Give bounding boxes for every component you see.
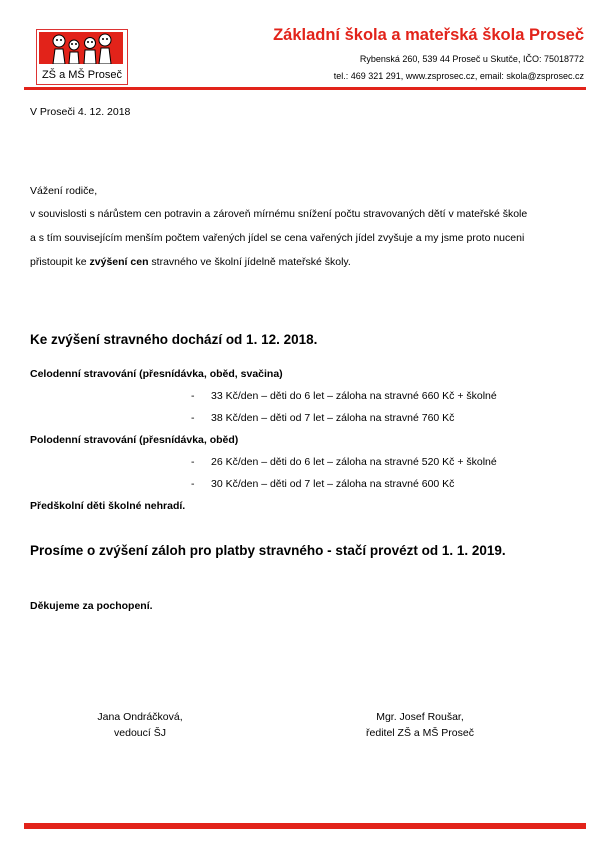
heading-price-increase: Ke zvýšení stravného dochází od 1. 12. 2018. (30, 332, 318, 347)
paragraph-line-3 (30, 256, 351, 268)
school-logo (36, 29, 128, 85)
paragraph-line-3-end: stravného ve školní jídelně mateřské školy. (148, 256, 351, 268)
signature-right-role: ředitel ZŠ a MŠ Proseč (366, 727, 474, 739)
half-day-label: Polodenní stravování (přesnídávka, oběd) (30, 434, 239, 446)
letter-date: V Proseči 4. 12. 2018 (30, 106, 131, 118)
school-name: Základní škola a mateřská škola Proseč (273, 26, 584, 44)
signature-right-name: Mgr. Josef Roušar, (376, 711, 464, 723)
thanks: Děkujeme za pochopení. (30, 600, 153, 612)
price-increase-emphasis: zvýšení cen (89, 256, 149, 268)
list-item: 38 Kč/den – děti od 7 let – záloha na stravné 760 Kč (211, 412, 455, 424)
preschool-note: Předškolní děti školné nehradí. (30, 500, 186, 512)
signature-left-role: vedoucí ŠJ (114, 727, 166, 739)
footer-divider (24, 823, 586, 829)
heading-deposit-request: Prosíme o zvýšení záloh pro platby stravného - stačí provézt od 1. 1. 2019. (30, 543, 506, 558)
list-item: 30 Kč/den – děti od 7 let – záloha na stravné 600 Kč (211, 478, 455, 490)
list-dash: - (191, 478, 195, 490)
paragraph-line-1: v souvislosti s nárůstem cen potravin a zároveň mírnému snížení počtu stravovaných dětí v mateřské škole (30, 208, 528, 220)
children-figures-icon (39, 32, 123, 64)
logo-caption: ZŠ a MŠ Proseč (41, 69, 123, 81)
list-dash: - (191, 456, 195, 468)
list-item: 26 Kč/den – děti do 6 let – záloha na stravné 520 Kč + školné (211, 456, 497, 468)
greeting: Vážení rodiče, (30, 185, 98, 197)
list-dash: - (191, 412, 195, 424)
school-address: Rybenská 260, 539 44 Proseč u Skutče, IČO: 75018772 (359, 54, 584, 64)
header-divider (24, 87, 586, 90)
school-contact: tel.: 469 321 291, www.zsprosec.cz, email: skola@zsprosec.cz (333, 71, 584, 81)
logo-graphic (39, 32, 123, 64)
paragraph-line-2: a s tím souvisejícím menším počtem vařených jídel se cena vařených jídel zvyšuje a my jsme proto nuceni (30, 232, 525, 244)
list-item: 33 Kč/den – děti do 6 let – záloha na stravné 660 Kč + školné (211, 390, 497, 402)
paragraph-line-3-start: přistoupit ke (30, 256, 90, 268)
full-day-label: Celodenní stravování (přesnídávka, oběd, svačina) (30, 368, 283, 380)
signature-left-name: Jana Ondráčková, (97, 711, 183, 723)
list-dash: - (191, 390, 195, 402)
